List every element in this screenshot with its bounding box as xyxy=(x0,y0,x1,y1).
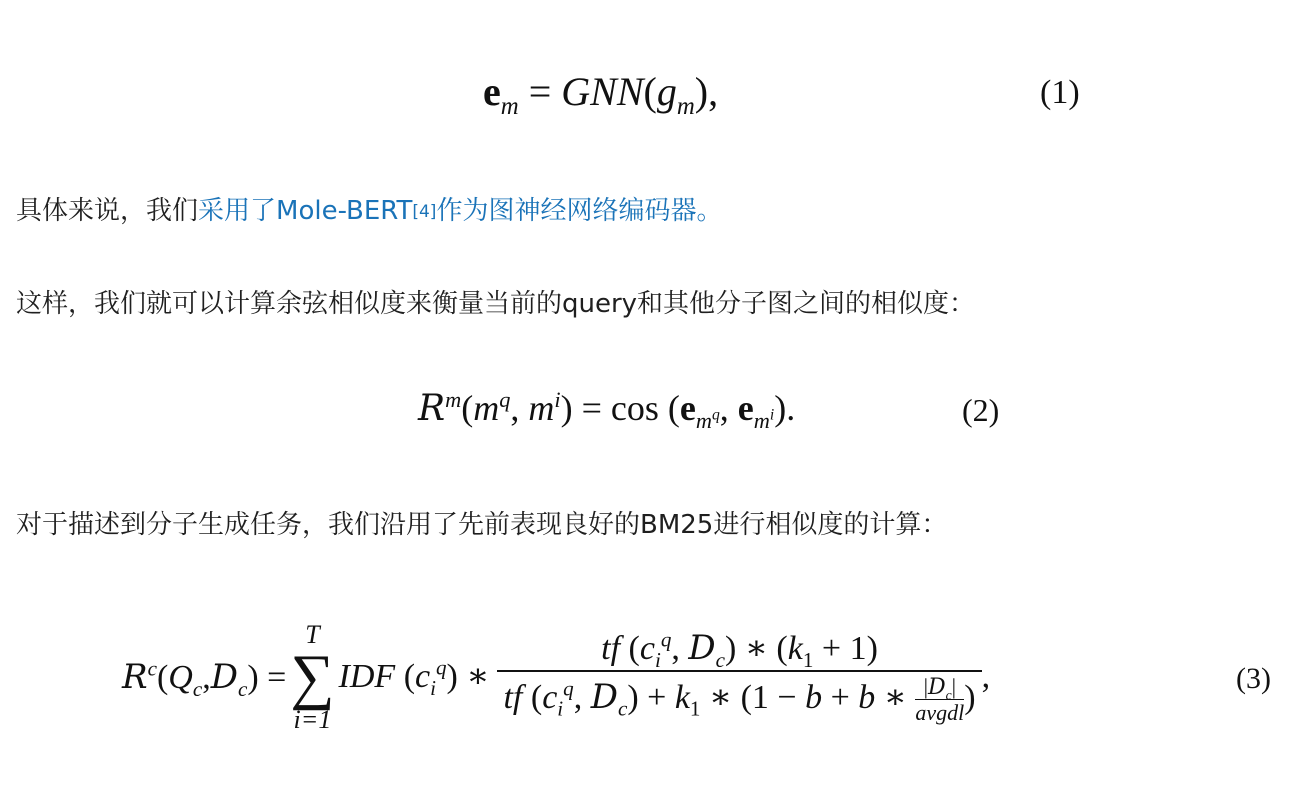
bm25-fraction: tf ($c_i^q$, $D_c$) ∗ $(k_1 + 1)$ tf ($c_i^q$, $D_c) + k_1$ ∗ (1 − b + b ∗ $\frac{|D_c|}{\text{avgdl}}$ ) xyxy=(497,631,981,724)
equation-number-2: (2) xyxy=(962,392,1000,428)
equation-number-3: (3) xyxy=(1236,662,1271,695)
summation-operator: T ∑ i=1 xyxy=(290,620,335,734)
equation-1: $e_m = GNN(g_m)$, xyxy=(483,69,719,120)
paragraph-cosine-similarity: 这样，我们就可以计算余弦相似度来衡量当前的query和其他分子图之间的相似度： xyxy=(16,289,976,319)
mole-bert-link-text: 采用了Mole-BERT xyxy=(198,196,413,226)
equation-3: $R^c(Q_c,D_c)$ = T ∑ i=1 IDF $(c_i^q)$ ∗ tf ($c_i^q$, $D_c$) ∗ $(k_1 + 1)$ tf ($c_i^q$, $D_c) + k_1$ ∗ (1 − b + b ∗ $\frac{|D_c|}{\text{avgdl}}$ ) , xyxy=(122,620,991,734)
mole-bert-link-text-tail: 作为图神经网络编码器。 xyxy=(436,196,723,226)
mole-bert-link[interactable] xyxy=(198,196,722,226)
paragraph-1-prefix: 具体来说，我们 xyxy=(16,196,199,226)
paragraph-mole-bert xyxy=(16,194,722,229)
paragraph-bm25: 对于描述到分子生成任务，我们沿用了先前表现良好的BM25进行相似度的计算： xyxy=(16,510,948,540)
equation-2: $R^m(m^q$, $m^i) = \cos (e_{m^q}$, $e_{m^i}$). xyxy=(418,387,796,434)
equation-number-1: (1) xyxy=(1040,74,1080,111)
citation-ref[interactable]: [4] xyxy=(412,202,437,222)
